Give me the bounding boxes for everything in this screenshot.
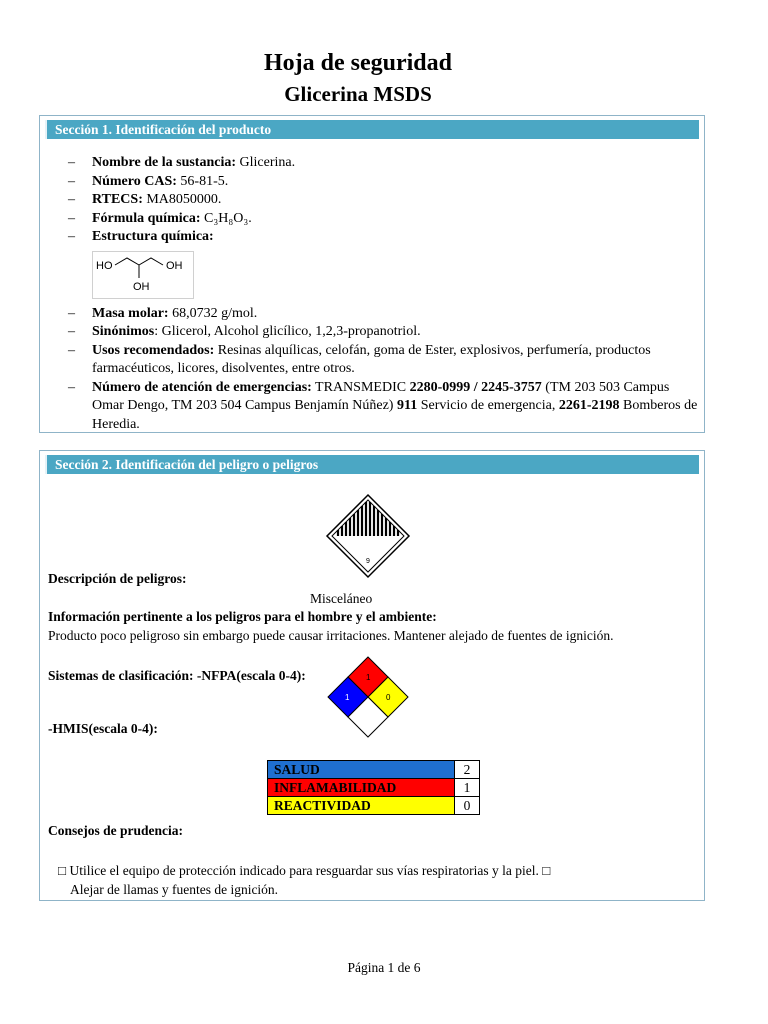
item-value: Glicerina.	[236, 155, 296, 170]
list-item: – Nombre de la sustancia: Glicerina.	[68, 155, 296, 170]
structure-oh-label: OH	[166, 259, 183, 272]
item-label: Nombre de la sustancia:	[92, 155, 237, 170]
descripcion-label: Descripción de peligros:	[48, 571, 187, 586]
info-text: Producto poco peligroso sin embargo puede causar irritaciones. Mantener alejado de fuentes de ignición.	[48, 628, 614, 643]
structure-oh-bottom-label: OH	[133, 280, 150, 293]
table-row	[268, 779, 480, 797]
emergency-911: 911	[396, 398, 418, 413]
item-value: 56-81-5.	[176, 173, 229, 189]
emergency-text: TRANSMEDIC	[311, 379, 410, 395]
info-label: Información pertinente a los peligros para el hombre y el ambiente:	[48, 609, 437, 624]
hmis-reactividad-value: 0	[455, 797, 480, 815]
chemical-structure-image	[92, 251, 194, 299]
list-item: – Masa molar: 68,0732 g/mol.	[68, 305, 258, 321]
section-1-list	[60, 154, 700, 434]
list-item: – RTECS: MA8050000.	[68, 192, 222, 207]
hmis-salud-label: SALUD	[268, 761, 455, 779]
bullet-icon: □	[58, 863, 67, 878]
placard-caption: Misceláneo	[310, 591, 373, 606]
placard-number: 9	[366, 558, 370, 565]
hmis-table	[267, 760, 480, 815]
list-item: – Fórmula química: C₃H₈O₃.	[68, 210, 252, 226]
consejos-label: Consejos de prudencia:	[48, 823, 184, 838]
sistemas-label: Sistemas de clasificación: -NFPA(escala 0-4):	[48, 668, 306, 683]
table-row	[268, 761, 480, 779]
list-item: – Estructura química: HO OH OH	[60, 228, 700, 299]
nfpa-reactivity-value: 0	[386, 693, 391, 702]
list-item: – Usos recomendados: Resinas alquílicas, celofán, goma de Ester, explosivos, perfumería, productos farmacéuticos, licores, disolventes, entre otros.	[68, 342, 651, 376]
emergency-text: Servicio de emergencia,	[417, 398, 559, 413]
table-row	[268, 797, 480, 815]
section-2-header: Sección 2. Identificación del peligro o peligros	[45, 455, 699, 474]
consejos-line-1	[58, 863, 550, 879]
list-item: – Sinónimos: Glicerol, Alcohol glicílico, 1,2,3-propanotriol.	[68, 324, 421, 339]
item-label: RTECS:	[92, 192, 143, 207]
emergency-text: (TM 203 503 Campus Omar Dengo, TM 203 504 Campus Benjamín Núñez)	[92, 379, 670, 413]
section-1	[39, 115, 705, 433]
item-value: : Glicerol, Alcohol glicílico, 1,2,3-propanotriol.	[154, 324, 421, 339]
document-title: Hoja de seguridad	[263, 50, 452, 76]
structure-ho-label: HO	[96, 259, 113, 272]
section-1-header: Sección 1. Identificación del producto	[45, 120, 699, 139]
item-value: C₃H₈O₃.	[200, 210, 252, 226]
miscellaneous-placard-icon	[325, 493, 411, 579]
item-value: Resinas alquílicas, celofán, goma de Ester, explosivos, perfumería, productos farmacéuticos, licores, disolventes, entre otros.	[92, 342, 651, 376]
page-number: Página 1 de 6	[347, 960, 421, 975]
item-label: Número CAS:	[92, 173, 177, 189]
nfpa-health-value: 1	[345, 693, 350, 702]
bullet-icon: □	[542, 863, 551, 878]
hmis-salud-value: 2	[455, 761, 480, 779]
hmis-inflamabilidad-label: INFLAMABILIDAD	[268, 779, 455, 797]
section-2	[39, 450, 705, 901]
nfpa-diamond-icon	[326, 655, 410, 739]
list-item-emergency: – Número de atención de emergencias: TRANSMEDIC 2280-0999 / 2245-3757 (TM 203 503 Campus Omar Dengo, TM 203 504 Campus Benjamín Núñez) 911 Servicio de emergencia, 2261-2198 Bomberos de Heredia.	[68, 379, 698, 432]
item-label: Usos recomendados:	[92, 342, 215, 358]
item-value: MA8050000.	[142, 192, 222, 207]
item-label: Estructura química:	[92, 229, 214, 244]
item-value: 68,0732 g/mol.	[168, 305, 258, 321]
item-label: Sinónimos	[92, 324, 155, 339]
document-subtitle: Glicerina MSDS	[284, 82, 432, 106]
nfpa-fire-value: 1	[366, 673, 371, 682]
emergency-text: Bomberos de Heredia.	[92, 398, 698, 432]
item-label: Fórmula química:	[92, 210, 201, 226]
hmis-inflamabilidad-value: 1	[455, 779, 480, 797]
emergency-phones: 2280-0999 / 2245-3757	[409, 379, 542, 395]
hmis-label: -HMIS(escala 0-4):	[48, 721, 158, 736]
consejos-text-1: Utilice el equipo de protección indicado para resguardar sus vías respiratorias y la piel.	[66, 863, 543, 878]
hmis-reactividad-label: REACTIVIDAD	[268, 797, 455, 815]
item-label: Masa molar:	[92, 305, 169, 321]
emergency-label: Número de atención de emergencias:	[92, 379, 312, 395]
list-item: – Número CAS: 56-81-5.	[68, 173, 229, 189]
consejos-line-2: Alejar de llamas y fuentes de ignición.	[70, 882, 279, 897]
emergency-bomberos-phone: 2261-2198	[558, 398, 620, 413]
